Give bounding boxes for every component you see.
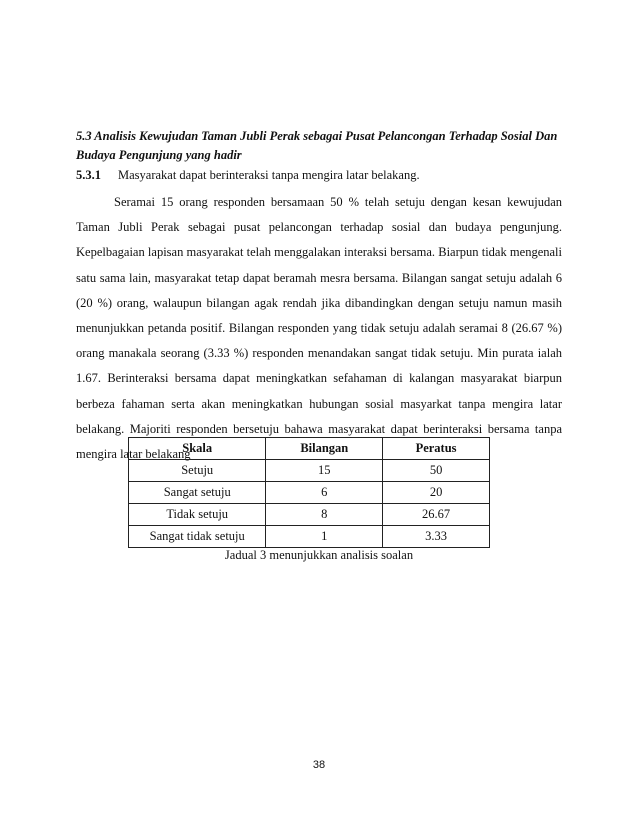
results-table — [128, 437, 490, 548]
body-paragraph — [76, 190, 562, 467]
section-heading: 5.3 Analisis Kewujudan Taman Jubli Perak sebagai Pusat Pelancongan Terhadap Sosial Dan Budaya Pengunjung yang hadir — [76, 129, 558, 162]
paragraph-text: Seramai 15 orang responden bersamaan 50 % telah setuju dengan kesan kewujudan Taman Jubli Perak sebagai pusat pelancongan terhadap sosial dan budaya pengunjung. Kepelbagaian lapisan masyarakat telah menggalakan interaksi bersama. Biarpun tidak mengenali satu sama lain, masyarakat tetap dapat beramah mesra bersama. Bilangan sangat setuju adalah 6 (20 %) orang, walaupun bilangan agak rendah jika dibandingkan dengan setuju namun masih menunjukkan petanda positif. Bilangan responden yang tidak setuju adalah seramai 8 (26.67 %) orang manakala seorang (3.33 %) responden menandakan sangat tidak setuju. Min purata ialah 1.67. Berinteraksi bersama dapat meningkatkan sefahaman di kalangan masyarakat biarpun berbeza fahaman serta akan meningkatkan hubungan sosial masyarkat tanpa mengira latar belakang. Majoriti responden bersetuju bahawa masyarakat dapat berinteraksi bersama tanpa mengira latar belakang — [76, 195, 562, 462]
cell-peratus: 20 — [383, 482, 490, 504]
subsection-title: Masyarakat dapat berinteraksi tanpa mengira latar belakang. — [118, 168, 420, 182]
cell-bilangan: 15 — [266, 460, 383, 482]
header-bilangan: Bilangan — [266, 438, 383, 460]
header-peratus: Peratus — [383, 438, 490, 460]
subsection-heading — [76, 166, 420, 185]
table-row — [129, 482, 490, 504]
cell-skala: Sangat tidak setuju — [129, 526, 266, 548]
cell-skala: Sangat setuju — [129, 482, 266, 504]
table-row — [129, 460, 490, 482]
cell-peratus: 50 — [383, 460, 490, 482]
cell-bilangan: 1 — [266, 526, 383, 548]
header-skala: Skala — [129, 438, 266, 460]
table-caption: Jadual 3 menunjukkan analisis soalan — [224, 548, 414, 562]
table-header-row — [129, 438, 490, 460]
cell-bilangan: 6 — [266, 482, 383, 504]
page-number: 38 — [312, 759, 326, 771]
cell-bilangan: 8 — [266, 504, 383, 526]
subsection-number: 5.3.1 — [76, 168, 101, 182]
cell-skala: Tidak setuju — [129, 504, 266, 526]
cell-peratus: 26.67 — [383, 504, 490, 526]
table-row — [129, 526, 490, 548]
cell-peratus: 3.33 — [383, 526, 490, 548]
table-row — [129, 504, 490, 526]
cell-skala: Setuju — [129, 460, 266, 482]
